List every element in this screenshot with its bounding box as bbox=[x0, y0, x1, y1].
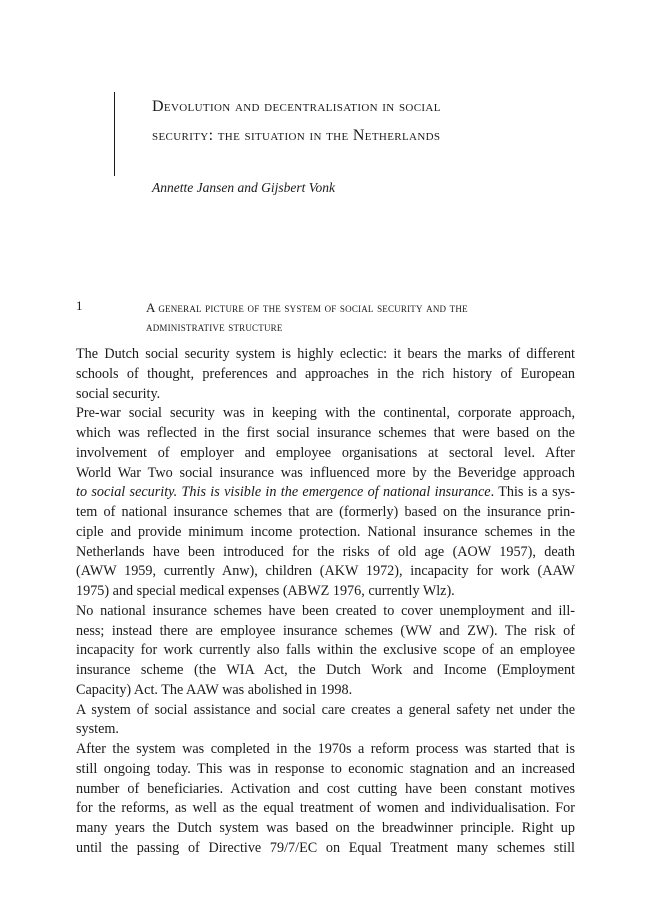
body-line: system. bbox=[76, 721, 119, 738]
body-line: incapacity for work currently also falls within the exclusive scope of an employee bbox=[76, 642, 575, 659]
title-vertical-rule bbox=[114, 92, 115, 176]
body-line: Pre-war social security was in keeping with the continental, corporate approach, bbox=[76, 405, 575, 422]
body-line bbox=[76, 483, 575, 503]
body-line: until the passing of Directive 79/7/EC on Equal Treatment many schemes still bbox=[76, 839, 575, 856]
body-text-segment: to social security. This is visible in the emergence of bbox=[76, 484, 384, 501]
chapter-title-line: Devolution and decentralisation in social bbox=[152, 98, 441, 115]
section-heading-line: administrative structure bbox=[146, 319, 283, 334]
section-heading bbox=[146, 298, 616, 336]
body-line: schools of thought, preferences and approaches in the rich history of European bbox=[76, 365, 575, 382]
body-line: (AWW 1959, currently Anw), children (AKW 1972), incapacity for work (AAW bbox=[76, 563, 575, 580]
body-line: The Dutch social security system is highly eclectic: it bears the marks of different bbox=[76, 346, 575, 362]
chapter-authors: Annette Jansen and Gijsbert Vonk bbox=[152, 180, 335, 195]
section-heading-line: A general picture of the system of social security and the bbox=[146, 300, 468, 315]
body-line: After the system was completed in the 1970s a reform process was started that is bbox=[76, 741, 575, 757]
body-line: A system of social assistance and social care creates a general safety net under the bbox=[76, 701, 575, 718]
body-line: ciple and provide minimum income protection. National insurance schemes in the bbox=[76, 523, 575, 540]
body-line: social security. bbox=[76, 385, 161, 402]
body-line: which was reflected in the first social insurance schemes that were based on the bbox=[76, 425, 575, 441]
body-line: ness; instead there are employee insurance schemes (WW and ZW). The risk of bbox=[76, 622, 575, 639]
chapter-title bbox=[152, 92, 622, 150]
body-line: Netherlands have been introduced for the risks of old age (AOW 1957), death bbox=[76, 543, 575, 560]
body-line: Capacity) Act. The AAW was abolished in 1998. bbox=[76, 681, 353, 698]
body-line: No national insurance schemes have been created to cover unemployment and ill- bbox=[76, 602, 575, 619]
chapter-title-line: security: the situation in the Netherlands bbox=[152, 127, 441, 144]
body-line: World War Two social insurance was influenced more by the Beveridge approach bbox=[76, 464, 575, 481]
body-line: many years the Dutch system was based on the breadwinner principle. Right up bbox=[76, 820, 575, 836]
section-number: 1 bbox=[76, 298, 83, 313]
body-line: for the reforms, as well as the equal treatment of women and individualisation. For bbox=[76, 800, 575, 817]
body-line: number of beneficiaries. Activation and cost cutting have been constant motives bbox=[76, 780, 575, 797]
emphasis-national-insurance: national insurance bbox=[383, 484, 491, 501]
body-line: insurance scheme (the WIA Act, the Dutch Work and Income (Employment bbox=[76, 662, 575, 678]
body-line: still ongoing today. This was in response to economic stagnation and an increased bbox=[76, 760, 575, 777]
body-line: tem of national insurance schemes that are (formerly) based on the insurance prin- bbox=[76, 504, 575, 520]
body-text-segment: . This is a sys- bbox=[490, 484, 576, 501]
body-text bbox=[76, 345, 575, 859]
body-line: involvement of employer and employee organisations at sectoral level. After bbox=[76, 444, 575, 461]
body-line: 1975) and special medical expenses (ABWZ 1976, currently Wlz). bbox=[76, 583, 455, 599]
